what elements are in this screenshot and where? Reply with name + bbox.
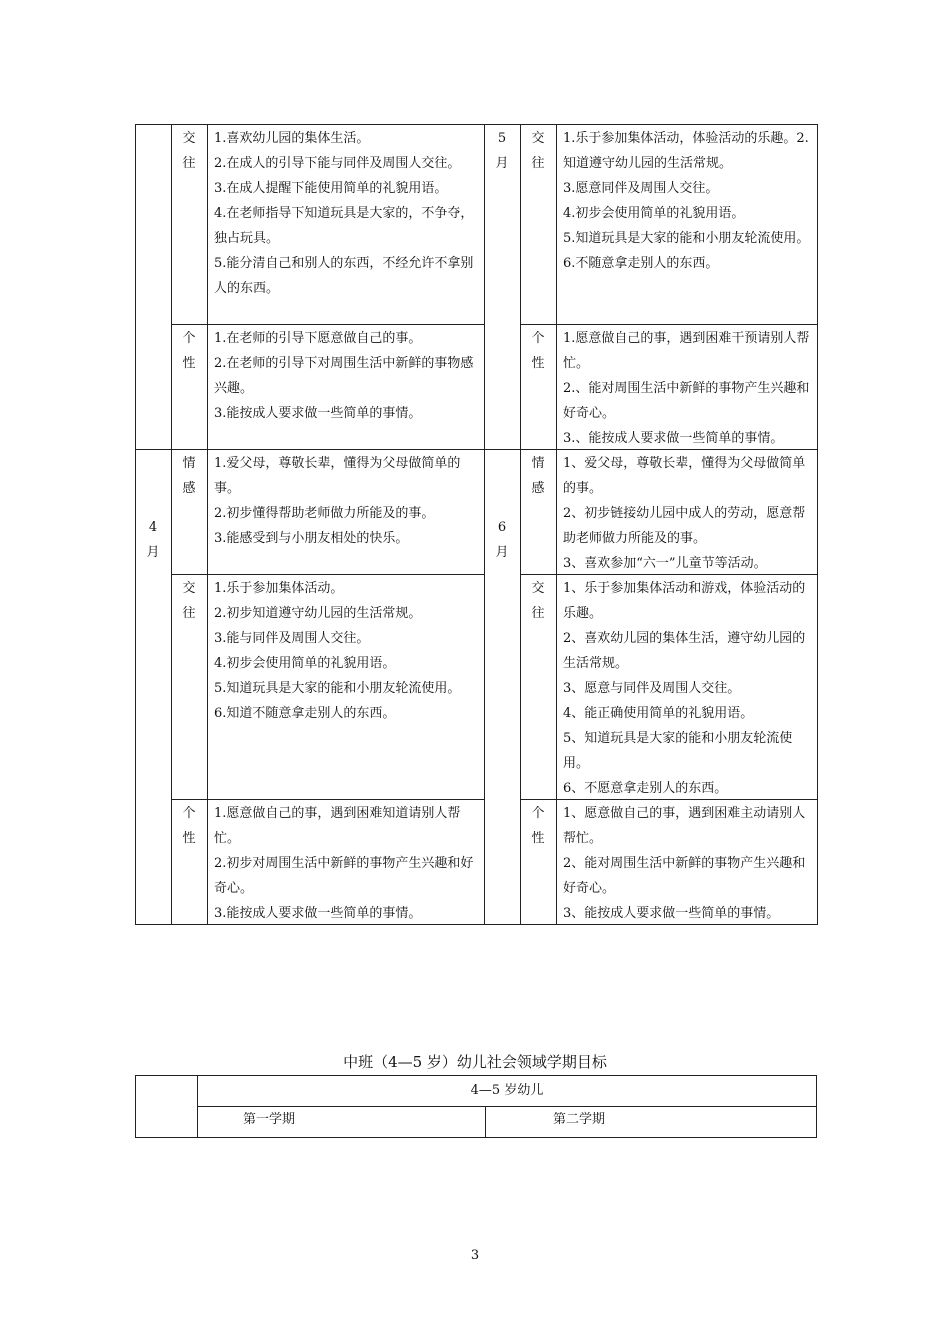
goal-item: 2.在成人的引导下能与同伴及周围人交往。 xyxy=(214,156,461,171)
goal-item: 2、初步链接幼儿园中成人的劳动，愿意帮助老师做力所能及的事。 xyxy=(563,506,806,546)
category-label: 个 性 xyxy=(182,331,196,371)
goals-list xyxy=(563,126,811,276)
category-label: 情 感 xyxy=(182,456,196,496)
goal-item: 1.在老师的引导下愿意做自己的事。 xyxy=(214,331,422,346)
category-label: 交 往 xyxy=(182,131,196,171)
goal-item: 4.在老师指导下知道玩具是大家的，不争夺，独占玩具。 xyxy=(214,206,474,246)
goals-list xyxy=(214,451,478,551)
goal-item: 2.、能对周围生活中新鲜的事物产生兴趣和好奇心。 xyxy=(563,381,810,421)
goal-item: 2.初步知道遵守幼儿园的生活常规。 xyxy=(214,606,422,621)
goals-list xyxy=(214,801,478,926)
category-label: 交 往 xyxy=(531,581,545,621)
goals-list xyxy=(563,451,811,576)
section-title: 中班（4—5 岁）幼儿社会领域学期目标 xyxy=(343,1053,607,1071)
month-label: 4 月 xyxy=(146,520,160,560)
goal-item: 1.喜欢幼儿园的集体生活。 xyxy=(214,131,370,146)
table-border-right xyxy=(817,124,818,925)
goal-item: 1.乐于参加集体活动。 xyxy=(214,581,344,596)
term-label: 第二学期 xyxy=(553,1112,606,1127)
goal-item: 2、喜欢幼儿园的集体生活，遵守幼儿园的生活常规。 xyxy=(563,631,806,671)
table2-divider xyxy=(485,1106,486,1137)
goal-item: 3、愿意与同伴及周围人交往。 xyxy=(563,681,741,696)
goal-item: 1、愿意做自己的事，遇到困难主动请别人帮忙。 xyxy=(563,806,806,846)
goals-list xyxy=(214,576,478,726)
goal-item: 5、知道玩具是大家的能和小朋友轮流使用。 xyxy=(563,731,793,771)
goals-list xyxy=(563,326,811,451)
goals-list xyxy=(563,576,811,801)
goal-item: 1、乐于参加集体活动和游戏，体验活动的乐趣。 xyxy=(563,581,806,621)
table2-header: 4—5 岁幼儿 xyxy=(470,1083,544,1098)
goal-item: 6.知道不随意拿走别人的东西。 xyxy=(214,706,396,721)
goal-item: 3.能按成人要求做一些简单的事情。 xyxy=(214,406,422,421)
table2-divider xyxy=(197,1106,817,1107)
month-label: 5 月 xyxy=(495,131,509,171)
goal-item: 5.知道玩具是大家的能和小朋友轮流使用。 xyxy=(563,231,810,246)
goal-item: 1.愿意做自己的事，遇到困难干预请别人帮忙。 xyxy=(563,331,810,371)
row-divider xyxy=(171,324,484,325)
goals-list xyxy=(214,326,478,426)
goal-item: 2.在老师的引导下对周围生活中新鲜的事物感兴趣。 xyxy=(214,356,474,396)
goal-item: 2.初步对周围生活中新鲜的事物产生兴趣和好奇心。 xyxy=(214,856,474,896)
goal-item: 1.愿意做自己的事，遇到困难知道请别人帮忙。 xyxy=(214,806,461,846)
category-label: 个 性 xyxy=(531,806,545,846)
goal-item: 2、能对周围生活中新鲜的事物产生兴趣和好奇心。 xyxy=(563,856,806,896)
goal-item: 3.在成人提醒下能使用简单的礼貌用语。 xyxy=(214,181,448,196)
goal-item: 3.、能按成人要求做一些简单的事情。 xyxy=(563,431,784,446)
category-label: 个 性 xyxy=(182,806,196,846)
table-divider-content-left xyxy=(207,124,208,925)
goals-list xyxy=(214,126,478,301)
goals-list xyxy=(563,801,811,926)
goal-item: 3.能按成人要求做一些简单的事情。 xyxy=(214,906,422,921)
goal-item: 6.不随意拿走别人的东西。 xyxy=(563,256,719,271)
row-divider xyxy=(520,324,818,325)
page-number: 3 xyxy=(470,1248,480,1263)
table-border-top xyxy=(135,124,818,125)
category-label: 个 性 xyxy=(531,331,545,371)
goal-item: 1.乐于参加集体活动，体验活动的乐趣。2.知道遵守幼儿园的生活常规。 xyxy=(563,131,809,171)
table2-border-left xyxy=(135,1075,136,1137)
row-divider xyxy=(171,799,484,800)
term-label: 第一学期 xyxy=(243,1112,296,1127)
goal-item: 4、能正确使用简单的礼貌用语。 xyxy=(563,706,754,721)
goal-item: 3、能按成人要求做一些简单的事情。 xyxy=(563,906,780,921)
goal-item: 1、爱父母，尊敬长辈，懂得为父母做简单的事。 xyxy=(563,456,806,496)
table2-border-bottom xyxy=(135,1137,817,1138)
category-label: 交 往 xyxy=(182,581,196,621)
category-label: 交 往 xyxy=(531,131,545,171)
category-label: 情 感 xyxy=(531,456,545,496)
month-label: 6 月 xyxy=(495,520,509,560)
goal-item: 1.爱父母，尊敬长辈，懂得为父母做简单的事。 xyxy=(214,456,461,496)
goal-item: 3.能与同伴及周围人交往。 xyxy=(214,631,370,646)
goal-item: 4.初步会使用简单的礼貌用语。 xyxy=(563,206,745,221)
goal-item: 4.初步会使用简单的礼貌用语。 xyxy=(214,656,396,671)
goal-item: 3.能感受到与小朋友相处的快乐。 xyxy=(214,531,409,546)
goal-item: 5.知道玩具是大家的能和小朋友轮流使用。 xyxy=(214,681,461,696)
goal-item: 3、喜欢参加“六一”儿童节等活动。 xyxy=(563,556,767,571)
goal-item: 5.能分清自己和别人的东西，不经允许不拿别人的东西。 xyxy=(214,256,474,296)
goal-item: 2.初步懂得帮助老师做力所能及的事。 xyxy=(214,506,435,521)
table2-border-top xyxy=(135,1075,817,1076)
goal-item: 6、不愿意拿走别人的东西。 xyxy=(563,781,728,796)
table-divider-content-right xyxy=(556,124,557,925)
goal-item: 3.愿意同伴及周围人交往。 xyxy=(563,181,719,196)
row-divider xyxy=(171,574,484,575)
